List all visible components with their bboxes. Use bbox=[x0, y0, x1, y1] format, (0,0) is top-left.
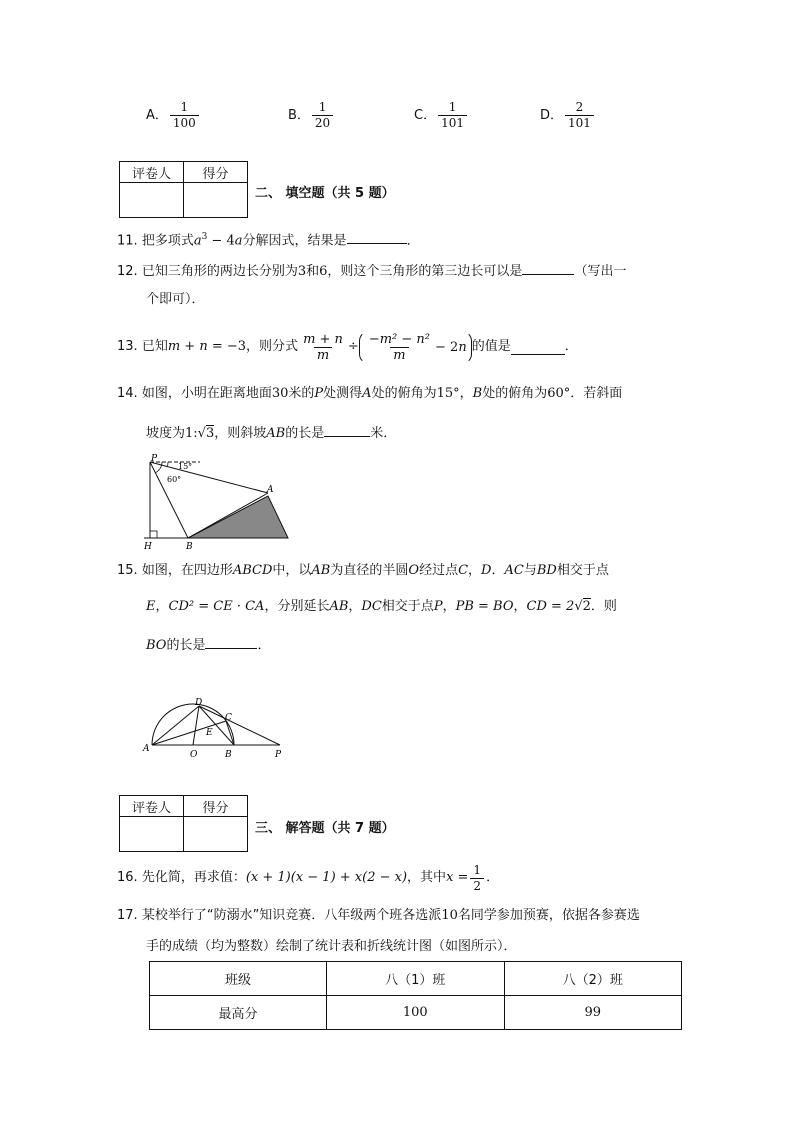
q13-f1-num: m + n bbox=[303, 331, 343, 347]
choice-a-numerator: 1 bbox=[180, 100, 189, 114]
question-15 bbox=[117, 562, 609, 580]
q13-fraction-1 bbox=[300, 332, 346, 363]
choice-d-denominator: 101 bbox=[565, 115, 594, 131]
label-d: D bbox=[195, 698, 203, 708]
choice-a-letter: A． bbox=[146, 108, 168, 123]
q13-answer-blank[interactable] bbox=[511, 340, 565, 355]
q15-line-3 bbox=[146, 634, 270, 655]
grader-cell[interactable] bbox=[120, 183, 184, 218]
q15-sqrt: √2 bbox=[574, 599, 591, 614]
right-angle-mark bbox=[150, 531, 157, 538]
q12-number: 12. bbox=[117, 264, 138, 279]
figure-15 bbox=[140, 694, 290, 762]
q14-point-b: B bbox=[472, 386, 483, 401]
choice-d-fraction bbox=[565, 100, 594, 131]
q12-and: 和 bbox=[306, 264, 320, 279]
q16-number: 16. bbox=[117, 870, 138, 885]
q15-point-e: E bbox=[146, 599, 156, 614]
table-header-cell: 八（1）班 bbox=[327, 962, 504, 996]
q14-text-a: 如图，小明在距离地面 bbox=[141, 386, 272, 401]
choice-c-denominator: 101 bbox=[438, 115, 467, 131]
q14-text-f: 处的俯角为 bbox=[482, 386, 548, 401]
table-header-cell: 班级 bbox=[150, 962, 327, 996]
q12-text-b: ，则这个三角形的第三边长可以是 bbox=[327, 264, 523, 279]
q13-n2: n bbox=[458, 339, 467, 355]
choice-d-numerator: 2 bbox=[575, 100, 584, 114]
q12-value-2: 6 bbox=[319, 264, 328, 279]
q15-center: O bbox=[408, 563, 420, 578]
q13-text-mid: ，则分式 bbox=[246, 339, 299, 354]
q16-period: ． bbox=[486, 870, 500, 885]
q15-text-g: 与 bbox=[523, 563, 537, 578]
question-16 bbox=[117, 860, 499, 896]
q14-answer-blank[interactable] bbox=[324, 422, 370, 437]
table-cell: 100 bbox=[327, 996, 504, 1030]
q16-text-mid: ，其中 bbox=[407, 870, 447, 885]
q11-polynomial: a bbox=[193, 233, 202, 249]
q15-point-p: P bbox=[433, 599, 443, 614]
q15-text-l2g: ．则 bbox=[590, 599, 617, 614]
table-cell: 最高分 bbox=[150, 996, 327, 1030]
q15-comma-2: ， bbox=[155, 599, 169, 614]
q11-minus: − 4 bbox=[207, 233, 235, 249]
q14-text-slope: 坡度为 bbox=[146, 426, 186, 441]
table-row bbox=[150, 996, 682, 1030]
segment-ac bbox=[152, 721, 226, 745]
question-14 bbox=[117, 385, 622, 403]
q15-quadrilateral: ABCD bbox=[232, 563, 273, 578]
label-60-deg: 60° bbox=[167, 475, 182, 484]
q15-text-h: 相交于点 bbox=[556, 563, 609, 578]
score-box-section2 bbox=[119, 161, 248, 218]
q15-sqrt-value: 2 bbox=[582, 599, 591, 614]
q11-text-2: 分解因式，结果是 bbox=[242, 233, 347, 249]
choice-b bbox=[288, 100, 335, 131]
q15-text-a: 如图，在四边形 bbox=[141, 563, 233, 578]
q17-text-a: 某校举行了“防溺水”知识竞赛．八年级两个班各选派 bbox=[141, 908, 442, 923]
q14-text-c: 处测得 bbox=[323, 386, 363, 401]
q15-text-l3: 的长是 bbox=[166, 638, 206, 653]
q16-f-num: 1 bbox=[473, 862, 482, 877]
q11-answer-blank[interactable] bbox=[347, 229, 407, 244]
q15-line-2 bbox=[146, 598, 617, 616]
segment-od bbox=[193, 706, 199, 745]
label-e: E bbox=[206, 728, 213, 738]
q14-angle-2: 60° bbox=[547, 386, 571, 401]
choice-b-letter: B． bbox=[288, 108, 310, 123]
q15-equation-2: PB = BO bbox=[455, 599, 514, 614]
q15-text-d: 经过点 bbox=[419, 563, 459, 578]
table-header-row bbox=[150, 962, 682, 996]
line-pb bbox=[150, 462, 188, 538]
segment-ad bbox=[152, 706, 199, 745]
label-a: A bbox=[143, 744, 150, 754]
score-cell-2[interactable] bbox=[184, 817, 248, 852]
q13-fraction-2 bbox=[366, 332, 433, 363]
question-13 bbox=[117, 324, 578, 370]
q15-comma-4: ， bbox=[442, 599, 456, 614]
label-b: B bbox=[186, 542, 193, 552]
q13-plus: + bbox=[180, 339, 200, 354]
q14-text-b: 米的 bbox=[288, 386, 315, 401]
q13-f1-den: m bbox=[314, 347, 332, 363]
score-table bbox=[149, 961, 682, 1030]
q13-period: ． bbox=[564, 339, 578, 354]
q15-period-1: ． bbox=[491, 563, 505, 578]
q15-segment-ac: AC bbox=[504, 563, 524, 578]
q15-segment-dc: DC bbox=[361, 599, 382, 614]
q16-x-equals: x = bbox=[446, 870, 469, 885]
q15-text-l2d: 相交于点 bbox=[381, 599, 434, 614]
choice-d-letter: D． bbox=[540, 108, 564, 123]
q14-point-a: A bbox=[362, 386, 372, 401]
q15-text-b: 中，以 bbox=[272, 563, 312, 578]
question-17 bbox=[117, 907, 640, 925]
q13-n: n bbox=[199, 339, 208, 354]
q11-text: 把多项式 bbox=[141, 233, 194, 249]
q14-angle-1: 15° bbox=[436, 386, 460, 401]
q14-text-g: ．若斜面 bbox=[570, 386, 623, 401]
q12-text-c: （写出一 bbox=[574, 264, 627, 279]
q14-height: 30 bbox=[271, 386, 289, 401]
q15-text-l2b: ，分别延长 bbox=[264, 599, 330, 614]
q17-count: 10 bbox=[441, 908, 458, 923]
q14-point-p: P bbox=[314, 386, 324, 401]
q15-segment-ab-2: AB bbox=[329, 599, 349, 614]
label-p: P bbox=[275, 750, 282, 760]
q13-text-pre: 已知 bbox=[141, 339, 168, 354]
q13-divide: ÷ bbox=[347, 339, 359, 354]
section3-title: 三、 解答题（共 7 题） bbox=[255, 821, 395, 836]
question-11 bbox=[117, 228, 420, 250]
q15-text-c: 为直径的半圆 bbox=[330, 563, 409, 578]
choice-a-fraction bbox=[170, 100, 199, 131]
q14-text-l2b: ，则斜坡 bbox=[214, 426, 267, 441]
q14-sqrt: √3 bbox=[197, 426, 215, 441]
q15-point-d: D bbox=[481, 563, 492, 578]
q15-equation-3: CD = 2 bbox=[526, 599, 575, 614]
score-cell[interactable] bbox=[184, 183, 248, 218]
q14-segment-ab: AB bbox=[266, 426, 286, 441]
q12-value-1: 3 bbox=[297, 264, 307, 279]
q12-line-2: 个即可）． bbox=[146, 292, 205, 307]
label-b: B bbox=[225, 750, 232, 760]
score-header-2: 得分 bbox=[184, 796, 248, 817]
q14-comma: ， bbox=[459, 386, 473, 401]
choice-b-fraction bbox=[312, 100, 333, 131]
q13-minus-2n: − 2 bbox=[435, 339, 459, 355]
q11-var: a bbox=[234, 233, 243, 249]
q15-number: 15. bbox=[117, 563, 138, 578]
choice-a bbox=[146, 100, 201, 131]
q14-line-2 bbox=[146, 422, 396, 443]
label-o: O bbox=[190, 750, 198, 760]
q15-point-c: C bbox=[458, 563, 469, 578]
q14-number: 14. bbox=[117, 386, 138, 401]
q16-f-den: 2 bbox=[470, 878, 484, 894]
grader-header-2: 评卷人 bbox=[120, 796, 184, 817]
q14-slope-ratio: 1: bbox=[185, 426, 198, 441]
q13-f2-num: −m² − n² bbox=[368, 331, 431, 347]
grader-header: 评卷人 bbox=[120, 162, 184, 183]
q15-comma-1: ， bbox=[468, 563, 482, 578]
label-15-deg: 15° bbox=[178, 462, 193, 471]
q13-text-post: 的值是 bbox=[471, 339, 511, 354]
table-cell: 99 bbox=[504, 996, 681, 1030]
label-p: P bbox=[151, 454, 158, 464]
q13-parenthesis bbox=[359, 331, 472, 364]
table-header-cell: 八（2）班 bbox=[504, 962, 681, 996]
score-box-section3 bbox=[119, 795, 248, 852]
q11-period: ． bbox=[406, 233, 420, 249]
q13-f2-den: m bbox=[390, 347, 408, 363]
q14-text-l2c: 的长是 bbox=[285, 426, 325, 441]
grader-cell-2[interactable] bbox=[120, 817, 184, 852]
choice-c-fraction bbox=[438, 100, 467, 131]
question-12 bbox=[117, 260, 626, 281]
angle-arc-15 bbox=[167, 462, 168, 467]
section2-title: 二、 填空题（共 5 题） bbox=[255, 186, 395, 201]
choice-d bbox=[540, 100, 596, 131]
q15-segment-bo: BO bbox=[146, 638, 167, 653]
q15-equation-1: CD² = CE · CA bbox=[168, 599, 265, 614]
semicircle bbox=[152, 704, 234, 745]
choice-c bbox=[414, 100, 469, 131]
q15-comma-3: ， bbox=[348, 599, 362, 614]
label-c: C bbox=[225, 713, 232, 723]
q11-number: 11. bbox=[117, 233, 138, 249]
q14-text-d: 处的俯角为 bbox=[371, 386, 437, 401]
q16-expression: (x + 1)(x − 1) + x(2 − x) bbox=[245, 870, 408, 885]
choice-a-denominator: 100 bbox=[170, 115, 199, 131]
slope-shape bbox=[188, 496, 288, 538]
q17-number: 17. bbox=[117, 908, 138, 923]
choice-c-numerator: 1 bbox=[448, 100, 457, 114]
label-h: H bbox=[144, 542, 152, 552]
q12-text-a: 已知三角形的两边长分别为 bbox=[141, 264, 298, 279]
q16-text-pre: 先化简，再求值： bbox=[141, 870, 246, 885]
label-a: A bbox=[267, 485, 274, 495]
q15-segment-bd: BD bbox=[536, 563, 557, 578]
q16-fraction bbox=[470, 863, 484, 894]
q15-comma-5: ， bbox=[513, 599, 527, 614]
q13-condition: m bbox=[167, 339, 181, 354]
q14-text-l2d: 米． bbox=[370, 426, 397, 441]
figure-14 bbox=[140, 452, 300, 556]
q13-eq: = −3 bbox=[207, 339, 247, 354]
q17-text-b: 名同学参加预赛，依据各参赛选 bbox=[457, 908, 640, 923]
q15-period-2: ． bbox=[257, 638, 271, 653]
q15-diameter: AB bbox=[311, 563, 331, 578]
q11-exponent: 3 bbox=[201, 232, 208, 242]
choice-b-numerator: 1 bbox=[318, 100, 327, 114]
q12-answer-blank[interactable] bbox=[522, 260, 574, 275]
choice-c-letter: C． bbox=[414, 108, 437, 123]
q15-answer-blank[interactable] bbox=[205, 634, 257, 649]
q14-sqrt-value: 3 bbox=[205, 426, 215, 441]
score-header: 得分 bbox=[184, 162, 248, 183]
q13-number: 13. bbox=[117, 339, 138, 354]
q17-line-2: 手的成绩（均为整数）绘制了统计表和折线统计图（如图所示）． bbox=[146, 939, 517, 954]
choice-b-denominator: 20 bbox=[312, 115, 333, 131]
